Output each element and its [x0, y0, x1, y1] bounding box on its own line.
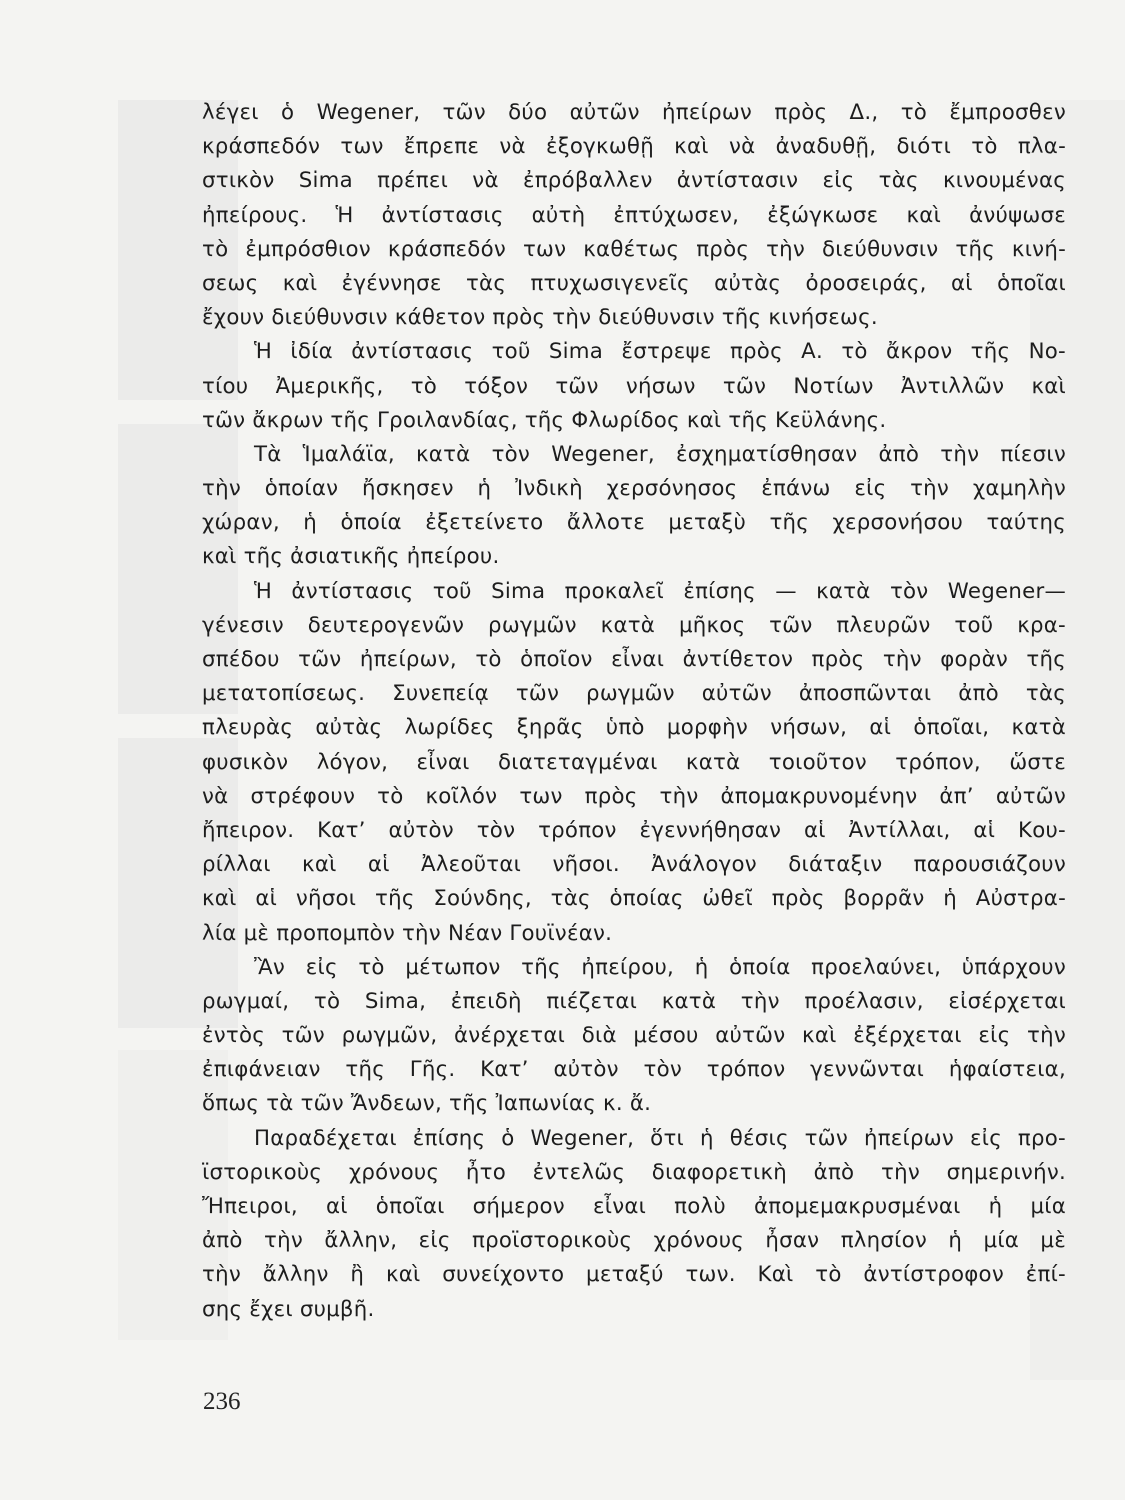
text-line: ρίλλαι καὶ αἱ Ἀλεοῦται νῆσοι. Ἀνάλογον διάταξιν παρουσιάζουν [202, 852, 1066, 878]
text-line: ἤπειρον. Κατ’ αὐτὸν τὸν τρόπον ἐγεννήθησαν αἱ Ἀντίλλαι, αἱ Κου- [202, 817, 1066, 843]
text-line: ἀπὸ τὴν ἄλλην, εἰς προϊστορικοὺς χρόνους ἦσαν πλησίον ἡ μία μὲ [202, 1228, 1066, 1254]
text-line: Τὰ Ἱμαλάϊα, κατὰ τὸν Wegener, ἐσχηματίσθησαν ἀπὸ τὴν πίεσιν [254, 441, 1066, 467]
text-line: κράσπεδόν των ἔπρεπε νὰ ἐξογκωθῇ καὶ νὰ ἀναδυθῇ, διότι τὸ πλα- [202, 134, 1066, 160]
text-line: λέγει ὁ Wegener, τῶν δύο αὐτῶν ἠπείρων πρὸς Δ., τὸ ἔμπροσθεν [202, 100, 1066, 125]
text-line: ἠπείρους. Ἡ ἀντίστασις αὐτὴ ἐπτύχωσεν, ἐξώγκωσε καὶ ἀνύψωσε [202, 202, 1066, 228]
text-line: Ἤπειροι, αἱ ὁποῖαι σήμερον εἶναι πολὺ ἀπομεμακρυσμέναι ἡ μία [202, 1194, 1066, 1219]
text-line: καὶ τῆς ἀσιατικῆς ἠπείρου. [202, 544, 500, 570]
text-line: ἔχουν διεύθυνσιν κάθετον πρὸς τὴν διεύθυνσιν τῆς κινήσεως. [202, 305, 878, 331]
text-line: Ἡ ἰδία ἀντίστασις τοῦ Sima ἔστρεψε πρὸς Α. τὸ ἄκρον τῆς Νο- [254, 339, 1066, 365]
text-line: πλευρὰς αὐτὰς λωρίδες ξηρᾶς ὑπὸ μορφὴν νήσων, αἱ ὁποῖαι, κατὰ [202, 715, 1066, 741]
text-line: χώραν, ἡ ὁποία ἐξετείνετο ἄλλοτε μεταξὺ τῆς χερσονήσου ταύτης [202, 510, 1066, 536]
text-line: σεως καὶ ἐγέννησε τὰς πτυχωσιγενεῖς αὐτὰς ὀροσειράς, αἱ ὁποῖαι [202, 270, 1066, 296]
text-line: νὰ στρέφουν τὸ κοῖλόν των πρὸς τὴν ἀπομακρυνομένην ἀπ’ αὐτῶν [202, 783, 1066, 809]
text-line: καὶ αἱ νῆσοι τῆς Σούνδης, τὰς ὁποίας ὠθεῖ πρὸς βορρᾶν ἡ Αὐστρα- [202, 886, 1066, 912]
text-line: φυσικὸν λόγον, εἶναι διατεταγμέναι κατὰ τοιοῦτον τρόπον, ὥστε [202, 749, 1066, 775]
text-line: τῶν ἄκρων τῆς Γροιλανδίας, τῆς Φλωρίδος καὶ τῆς Κεϋλάνης. [202, 407, 887, 433]
text-line: τὴν ἄλλην ἢ καὶ συνείχοντο μεταξύ των. Καὶ τὸ ἀντίστροφον ἐπί- [202, 1262, 1066, 1288]
text-line: ὅπως τὰ τῶν Ἄνδεων, τῆς Ἰαπωνίας κ. ἄ. [202, 1091, 652, 1117]
text-line: Παραδέχεται ἐπίσης ὁ Wegener, ὅτι ἡ θέσις τῶν ἠπείρων εἰς προ- [254, 1125, 1066, 1151]
text-line: Ἡ ἀντίστασις τοῦ Sima προκαλεῖ ἐπίσης — κατὰ τὸν Wegener— [254, 578, 1066, 604]
text-line: τὸ ἐμπρόσθιον κράσπεδόν των καθέτως πρὸς τὴν διεύθυνσιν τῆς κινή- [202, 236, 1066, 262]
text-line: γένεσιν δευτερογενῶν ρωγμῶν κατὰ μῆκος τῶν πλευρῶν τοῦ κρα- [202, 612, 1066, 638]
body-text [202, 96, 1066, 1327]
text-line: ρωγμαί, τὸ Sima, ἐπειδὴ πιέζεται κατὰ τὴν προέλασιν, εἰσέρχεται [202, 988, 1066, 1014]
page-number: 236 [203, 1388, 241, 1415]
text-line: τὴν ὁποίαν ἤσκησεν ἡ Ἰνδικὴ χερσόνησος ἐπάνω εἰς τὴν χαμηλὴν [202, 476, 1066, 502]
text-line: σης ἔχει συμβῆ. [202, 1296, 375, 1322]
text-line: ἐντὸς τῶν ρωγμῶν, ἀνέρχεται διὰ μέσου αὐτῶν καὶ ἐξέρχεται εἰς τὴν [202, 1023, 1066, 1049]
text-line: ἐπιφάνειαν τῆς Γῆς. Κατ’ αὐτὸν τὸν τρόπον γεννῶνται ἡφαίστεια, [202, 1057, 1066, 1083]
text-line: Ἂν εἰς τὸ μέτωπον τῆς ἠπείρου, ἡ ὁποία προελαύνει, ὑπάρχουν [254, 954, 1066, 980]
text-line: ϊστορικοὺς χρόνους ἦτο ἐντελῶς διαφορετικὴ ἀπὸ τὴν σημερινήν. [202, 1159, 1066, 1185]
text-line: λία μὲ προπομπὸν τὴν Νέαν Γουϊνέαν. [202, 920, 613, 946]
text-line: μετατοπίσεως. Συνεπείᾳ τῶν ρωγμῶν αὐτῶν ἀποσπῶνται ἀπὸ τὰς [202, 681, 1066, 707]
text-line: σπέδου τῶν ἠπείρων, τὸ ὁποῖον εἶναι ἀντίθετον πρὸς τὴν φορὰν τῆς [202, 647, 1066, 672]
text-line: στικὸν Sima πρέπει νὰ ἐπρόβαλλεν ἀντίστασιν εἰς τὰς κινουμένας [202, 168, 1066, 194]
text-line: τίου Ἀμερικῆς, τὸ τόξον τῶν νήσων τῶν Νοτίων Ἀντιλλῶν καὶ [202, 373, 1066, 399]
